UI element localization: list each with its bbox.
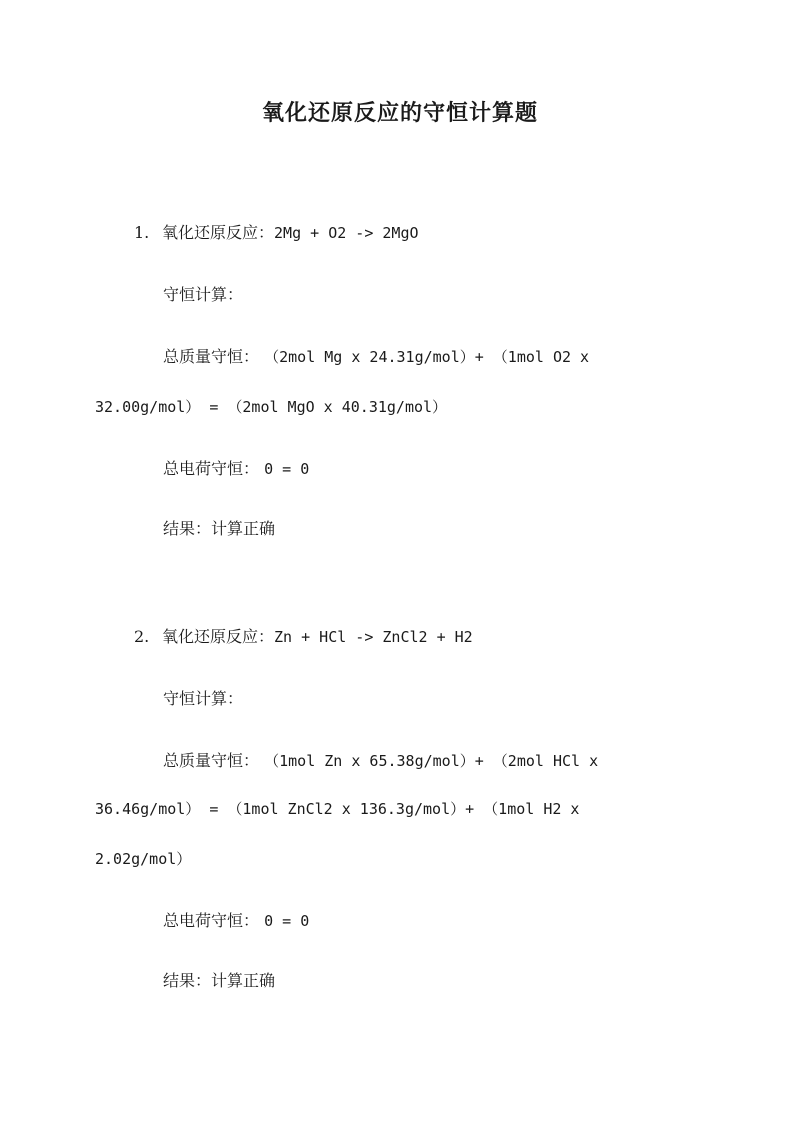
- problem-2-number: 2.: [134, 627, 150, 646]
- problem-2-reaction-line: [134, 624, 473, 647]
- problem-1-calc-label: 守恒计算：: [163, 285, 244, 304]
- problem-2-mass-expr-2: 36.46g/mol） = （1mol ZnCl2 x 136.3g/mol）+ （1mol H2 x: [95, 800, 580, 818]
- problem-1-charge-label: 总电荷守恒：: [163, 459, 260, 478]
- problem-2-mass-expr-1: （1mol Zn x 65.38g/mol）+ （2mol HCl x: [264, 752, 599, 770]
- problem-2-calc-label: 守恒计算：: [163, 689, 244, 708]
- problem-2-charge-line: [163, 908, 309, 931]
- problem-1-reaction-line: [134, 220, 419, 243]
- problem-2-mass-line: [163, 748, 598, 771]
- problem-1-result-label: 结果：: [163, 519, 212, 538]
- problem-1-mass-line: [163, 344, 589, 367]
- problem-1-mass-expr-1: （2mol Mg x 24.31g/mol）+ （1mol O2 x: [264, 348, 590, 366]
- page-title: 氧化还原反应的守恒计算题: [261, 100, 538, 126]
- problem-1-charge-line: [163, 456, 309, 479]
- problem-2-reaction: Zn + HCl -> ZnCl2 + H2: [274, 628, 473, 646]
- problem-1-result-line: [163, 516, 275, 539]
- problem-2-reaction-label: 氧化还原反应：: [162, 627, 275, 646]
- problem-2-result-label: 结果：: [163, 971, 212, 990]
- problem-2-charge-label: 总电荷守恒：: [163, 911, 260, 930]
- problem-1-result-value: 计算正确: [211, 519, 276, 538]
- problem-1-mass-expr-2: 32.00g/mol） = （2mol MgO x 40.31g/mol）: [95, 398, 448, 416]
- problem-2-result-line: [163, 968, 275, 991]
- problem-1-mass-label: 总质量守恒：: [163, 347, 260, 366]
- problem-2-charge-value: 0 = 0: [264, 912, 310, 930]
- problem-2-mass-expr-3: 2.02g/mol）: [95, 850, 192, 868]
- problem-2-mass-label: 总质量守恒：: [163, 751, 260, 770]
- problem-1-reaction-label: 氧化还原反应：: [162, 223, 275, 242]
- problem-2-result-value: 计算正确: [211, 971, 276, 990]
- problem-1-number: 1.: [134, 223, 150, 242]
- problem-1-charge-value: 0 = 0: [264, 460, 310, 478]
- problem-1-reaction: 2Mg + O2 -> 2MgO: [274, 224, 419, 242]
